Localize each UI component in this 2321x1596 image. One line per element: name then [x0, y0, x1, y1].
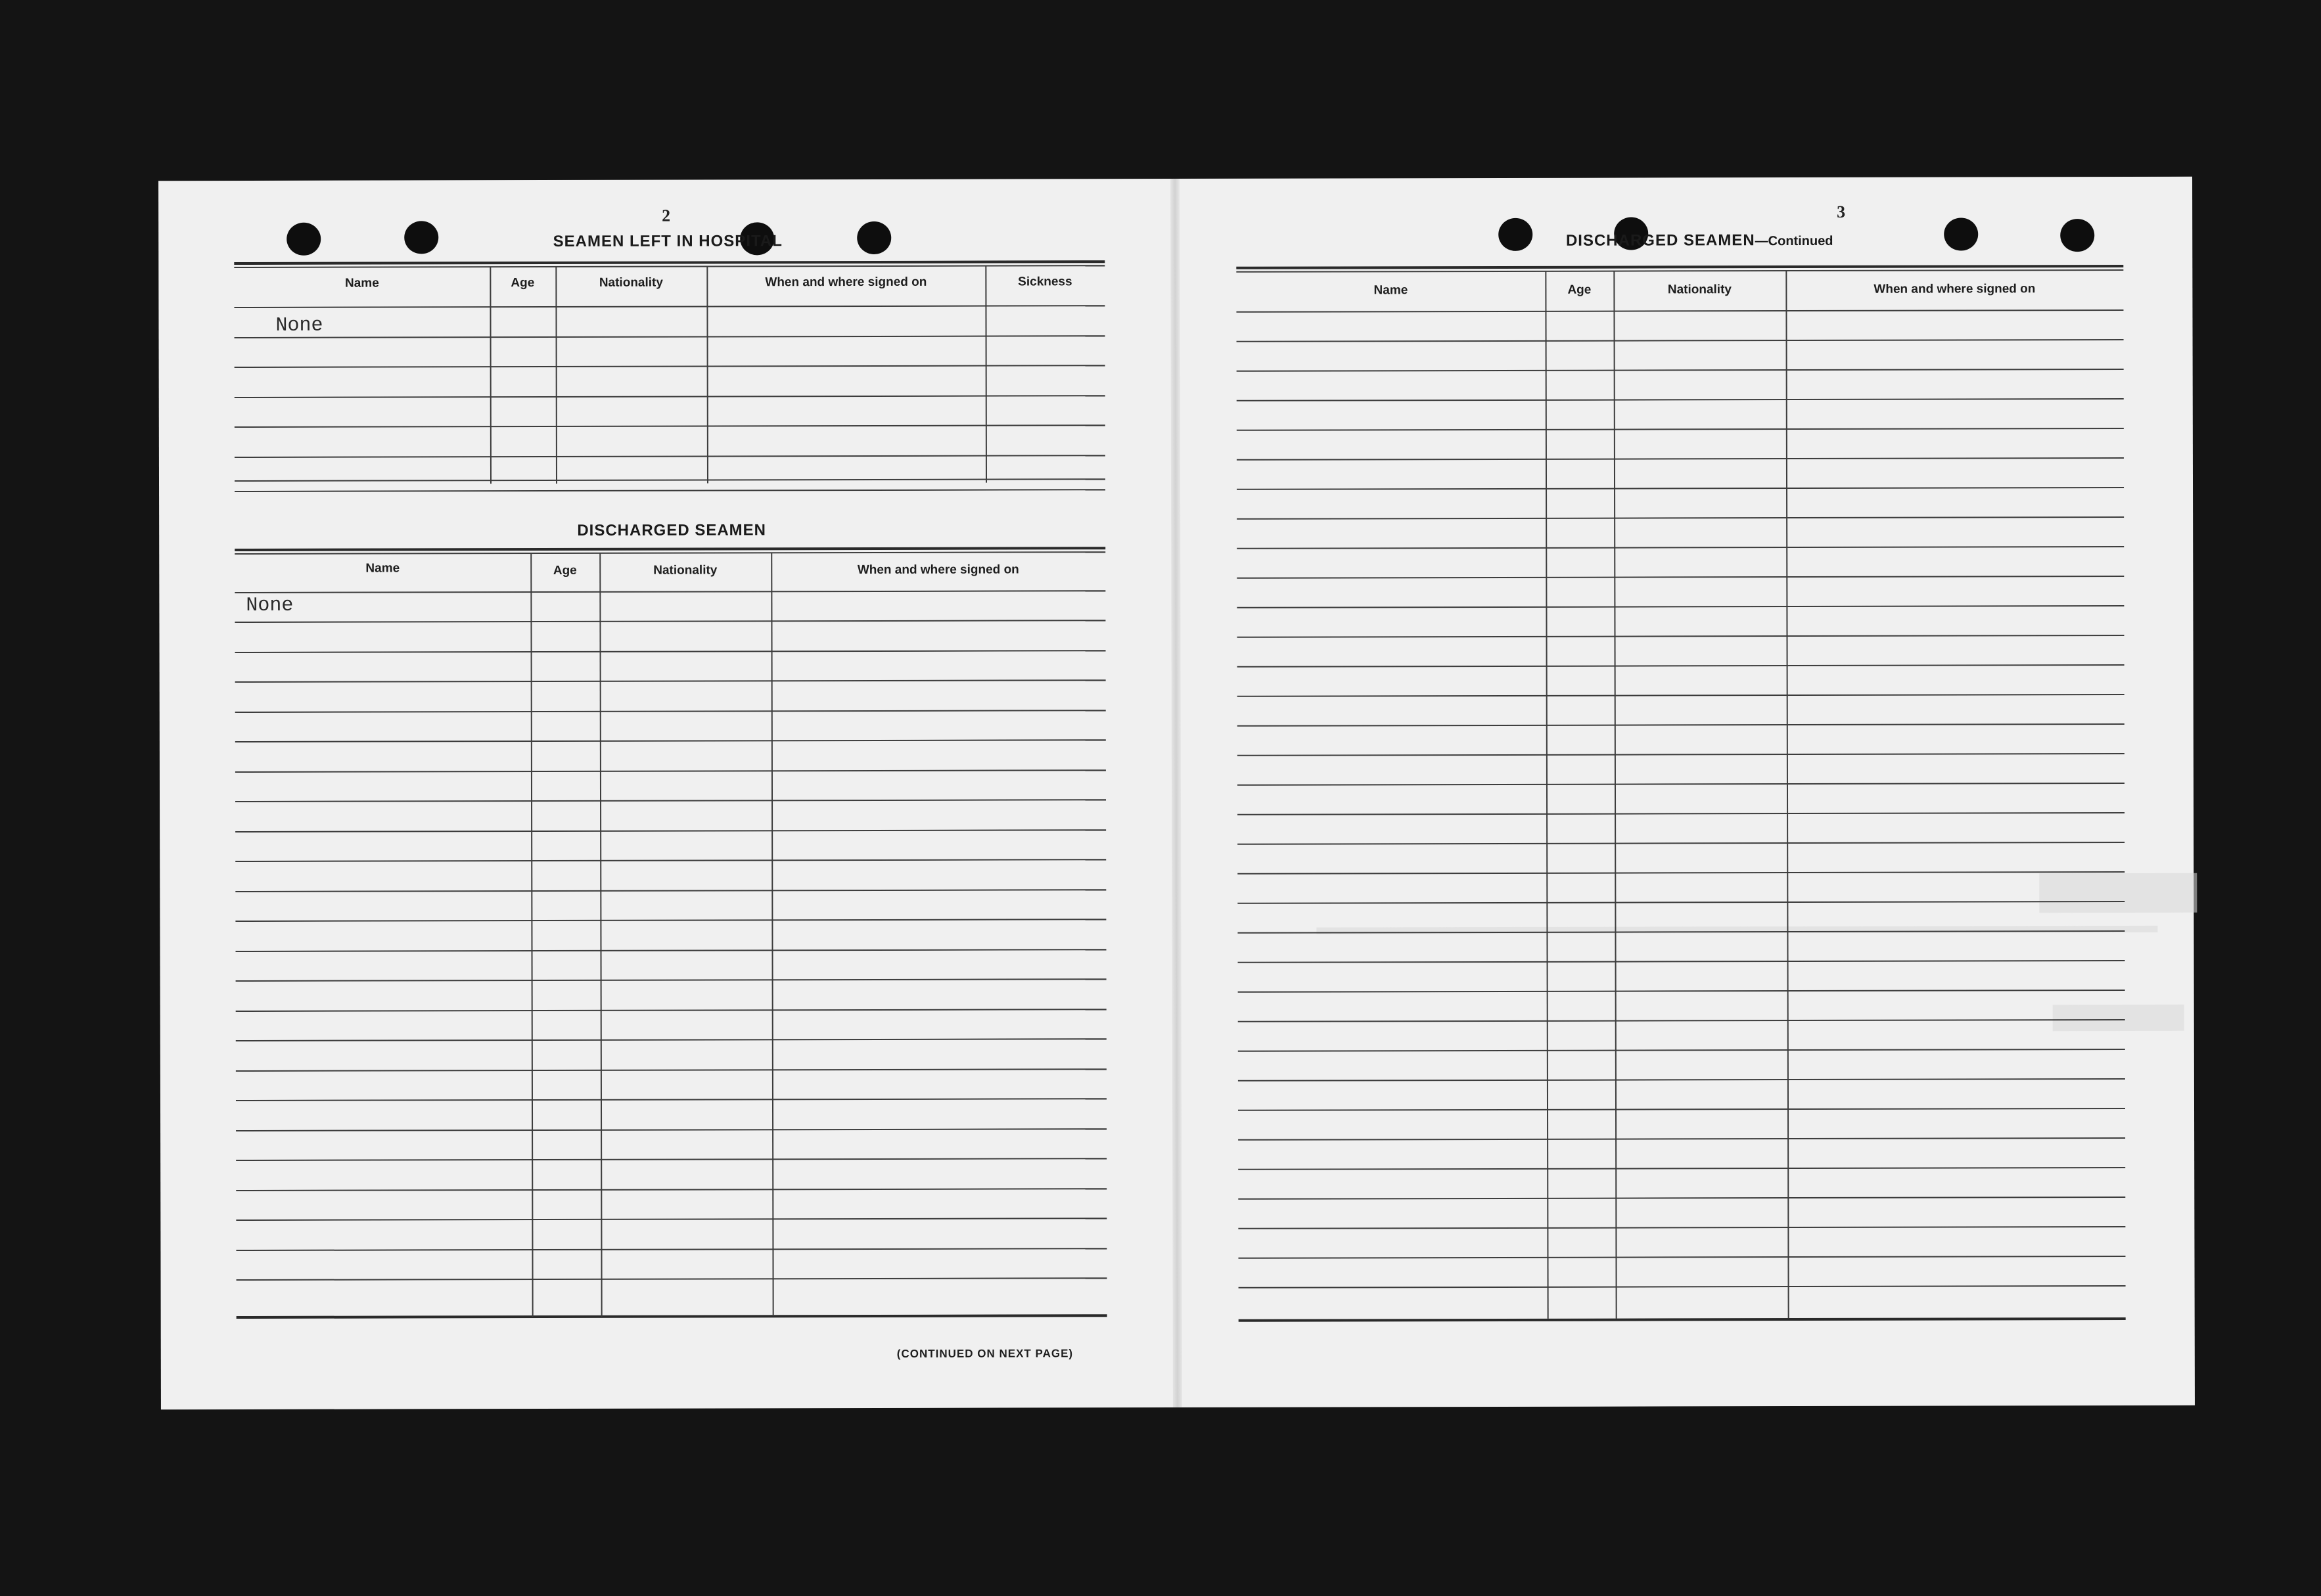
row-rule	[1237, 605, 2124, 608]
row-rule	[236, 1188, 1107, 1191]
row-rule	[235, 679, 1106, 683]
title-text: DISCHARGED SEAMEN	[1565, 231, 1755, 250]
row-rule	[235, 889, 1106, 892]
column-divider	[530, 553, 533, 1317]
continued-note: (CONTINUED ON NEXT PAGE)	[896, 1347, 1074, 1360]
row-rule	[235, 769, 1106, 773]
page-number: 2	[662, 206, 671, 225]
row-rule	[1237, 930, 2125, 934]
row-rule	[1237, 516, 2124, 520]
table-top-rule	[235, 547, 1105, 551]
row-rule	[1237, 398, 2124, 401]
column-header-signed-on: When and where signed on	[1873, 282, 2036, 296]
row-rule	[1238, 1226, 2125, 1229]
table-top-rule	[234, 260, 1105, 265]
header-rule	[234, 305, 1105, 308]
punch-hole	[857, 221, 891, 254]
table-top-rule	[1236, 269, 2123, 273]
row-rule	[1237, 812, 2125, 815]
row-rule	[1238, 1019, 2125, 1022]
row-rule	[1237, 723, 2125, 727]
row-rule	[1237, 546, 2124, 549]
row-rule	[1238, 1167, 2125, 1170]
column-divider	[985, 266, 987, 483]
row-rule	[235, 365, 1105, 368]
table-top-rule	[1236, 265, 2123, 269]
right-page	[1180, 177, 2195, 1407]
table-bottom-rule	[1239, 1317, 2126, 1322]
column-header-age: Age	[511, 276, 535, 290]
row-rule	[1238, 1137, 2125, 1141]
column-divider	[490, 267, 492, 484]
column-header-name: Name	[344, 276, 379, 290]
table-top-rule	[235, 551, 1105, 555]
discharged-entry-name: None	[246, 594, 294, 617]
row-rule	[1237, 871, 2125, 875]
row-rule	[236, 1128, 1107, 1131]
row-rule	[235, 859, 1106, 862]
row-rule	[1237, 339, 2124, 342]
row-rule	[236, 1158, 1107, 1161]
row-rule	[1238, 1078, 2125, 1082]
table-top-rule	[234, 265, 1105, 268]
row-rule	[235, 335, 1105, 338]
row-rule	[235, 710, 1106, 713]
page-number: 3	[1837, 202, 1846, 221]
row-rule	[1238, 1197, 2125, 1200]
row-rule	[235, 478, 1105, 482]
row-rule	[1237, 842, 2125, 845]
column-header-nationality: Nationality	[599, 275, 663, 290]
row-rule	[1239, 1285, 2126, 1288]
column-header-signed-on: When and where signed on	[765, 275, 927, 290]
punch-hole	[287, 223, 321, 256]
column-header-sickness: Sickness	[1018, 275, 1072, 289]
column-header-name: Name	[365, 561, 400, 576]
column-header-name: Name	[1373, 283, 1408, 298]
row-rule	[235, 919, 1106, 922]
column-header-age: Age	[1567, 283, 1592, 297]
punch-hole	[1944, 217, 1978, 250]
row-rule	[1237, 457, 2124, 461]
column-header-nationality: Nationality	[653, 563, 718, 578]
row-rule	[1237, 635, 2125, 638]
row-rule	[1237, 487, 2124, 490]
row-rule	[1238, 960, 2125, 963]
hospital-section-title: SEAMEN LEFT IN HOSPITAL	[553, 232, 783, 250]
row-rule	[1237, 664, 2125, 668]
row-rule	[235, 739, 1106, 742]
column-header-nationality: Nationality	[1667, 283, 1732, 297]
row-rule	[235, 799, 1106, 802]
title-suffix: —Continued	[1755, 233, 1833, 249]
row-rule	[236, 1248, 1107, 1251]
row-rule	[235, 620, 1105, 623]
row-rule	[235, 829, 1106, 832]
table-bottom-rule	[237, 1314, 1107, 1319]
row-rule	[1238, 1049, 2125, 1052]
row-rule	[236, 1098, 1107, 1101]
row-rule	[235, 489, 1105, 492]
row-rule	[235, 424, 1105, 428]
punch-hole	[2060, 219, 2094, 252]
row-rule	[1237, 901, 2125, 904]
header-rule	[235, 590, 1105, 593]
row-rule	[1237, 753, 2125, 756]
punch-hole	[1498, 218, 1532, 251]
discharged-table	[235, 547, 1107, 1337]
column-divider	[706, 266, 708, 483]
row-rule	[235, 650, 1106, 653]
row-rule	[235, 949, 1106, 952]
row-rule	[1237, 694, 2125, 697]
row-rule	[1237, 428, 2124, 431]
row-rule	[1238, 990, 2125, 993]
discharged-continued-table	[1236, 265, 2125, 1331]
header-rule	[1236, 309, 2123, 313]
column-header-age: Age	[553, 563, 577, 578]
row-rule	[236, 1218, 1107, 1221]
row-rule	[236, 1068, 1107, 1072]
row-rule	[236, 1038, 1107, 1041]
manifest-spread	[158, 177, 2195, 1409]
hospital-entry-name: None	[275, 314, 323, 337]
row-rule	[235, 455, 1105, 458]
row-rule	[1238, 1256, 2125, 1259]
discharged-continued-title	[1542, 231, 1857, 250]
column-header-signed-on: When and where signed on	[857, 562, 1019, 578]
hospital-table	[234, 260, 1105, 512]
row-rule	[236, 978, 1107, 982]
column-divider	[771, 553, 773, 1316]
left-page	[158, 179, 1170, 1409]
column-divider	[599, 553, 602, 1317]
discharged-section-title: DISCHARGED SEAMEN	[577, 521, 767, 539]
row-rule	[235, 395, 1105, 398]
row-rule	[1237, 369, 2124, 372]
row-rule	[236, 1009, 1107, 1012]
row-rule	[1237, 783, 2125, 786]
row-rule	[1238, 1108, 2125, 1111]
column-divider	[555, 267, 557, 484]
row-rule	[1237, 576, 2124, 579]
punch-hole	[404, 221, 438, 254]
row-rule	[237, 1277, 1107, 1281]
